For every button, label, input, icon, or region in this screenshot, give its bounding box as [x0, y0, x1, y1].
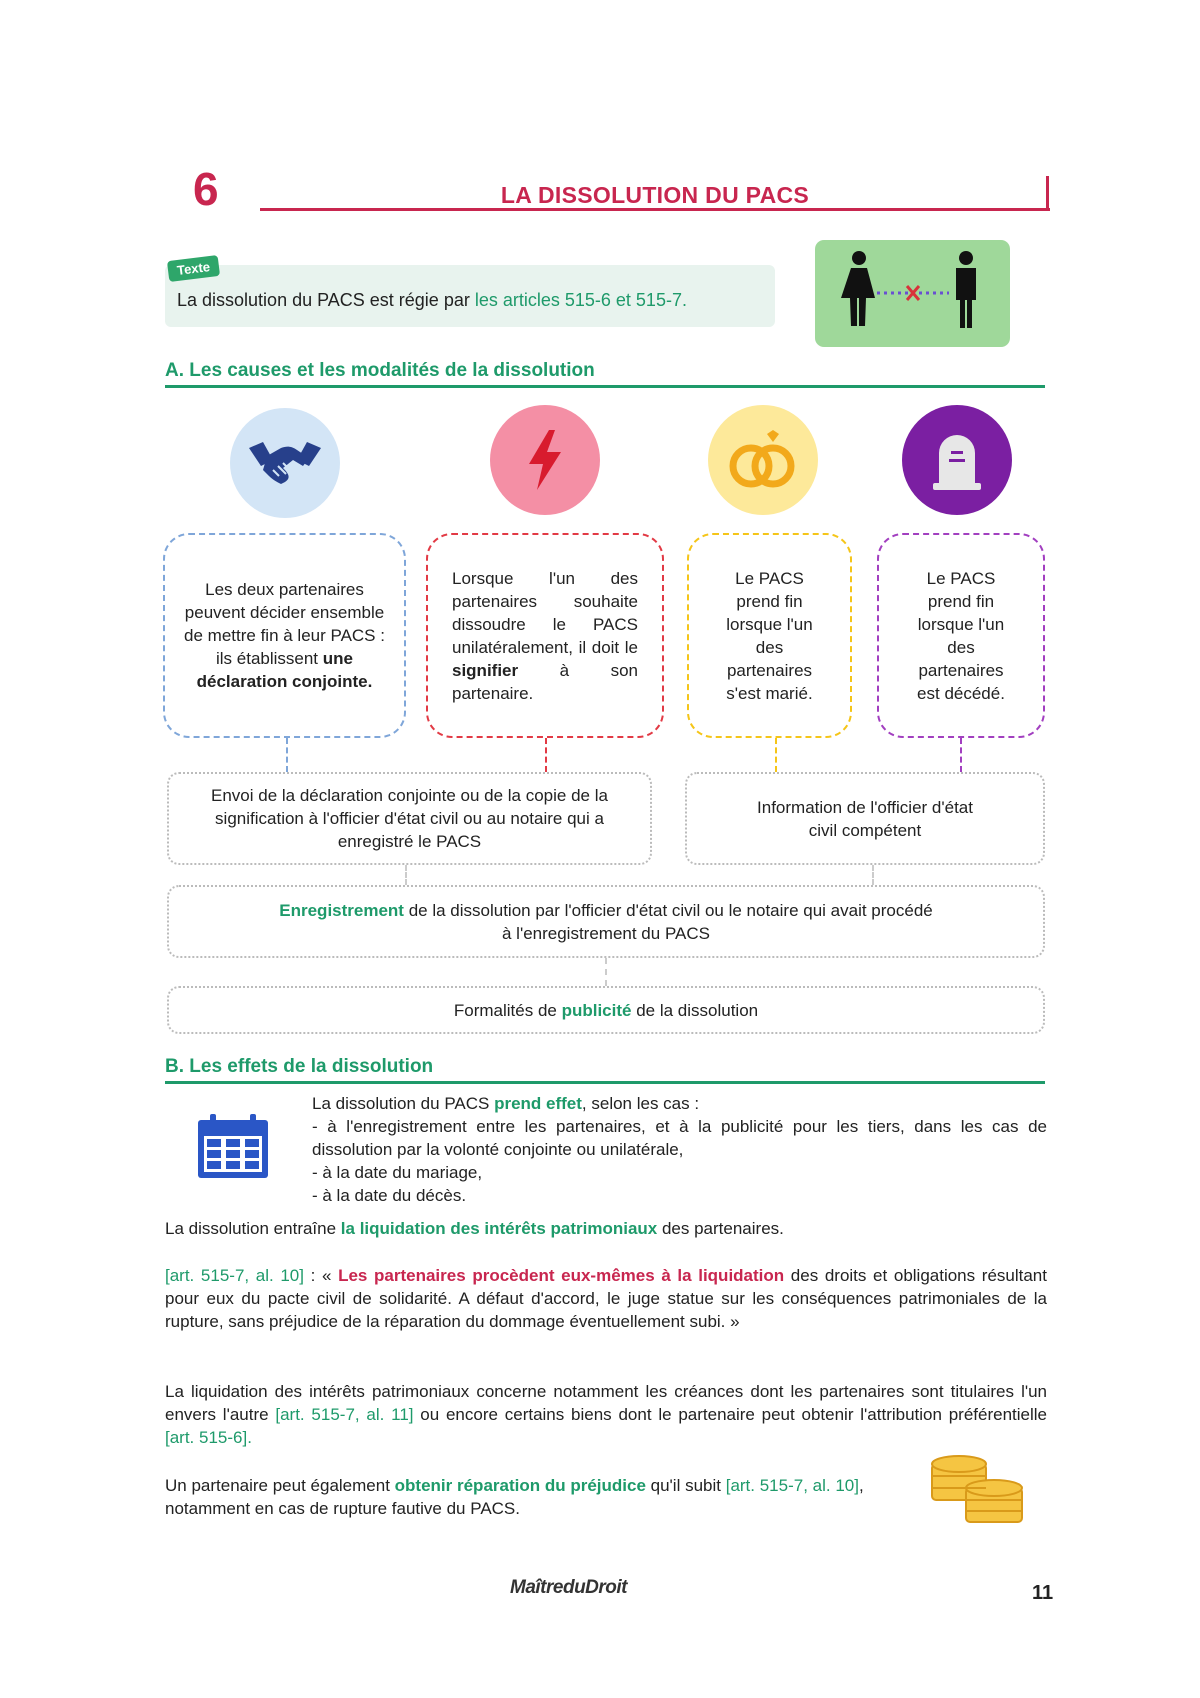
- enregistrement-rest: de la dissolution par l'officier d'état civil ou le notaire qui avait procédé à l'enregistrement du PACS: [403, 900, 933, 943]
- flow-envoi-text: Envoi de la déclaration conjointe ou de la copie de la signification à l'officier d'état civil ou au notaire qui a enregistré le PACS: [211, 786, 608, 851]
- connector-line: [405, 865, 407, 885]
- quote-article-link[interactable]: [art. 515-7, al. 10]: [165, 1266, 304, 1285]
- separated-couple-icon: [815, 240, 1010, 347]
- reparation-paragraph: [165, 1474, 865, 1520]
- formalites-end: de la dissolution: [631, 1000, 759, 1020]
- calendar-icon: [196, 1112, 270, 1180]
- flow-information-text: Information de l'officier d'état civil compétent: [757, 797, 973, 840]
- cause-unilateral-end: à son partenaire.: [452, 660, 638, 703]
- effet-intro: [312, 1092, 1047, 1115]
- cause-mutual-start: Les deux partenaires peuvent décider ensemble de mettre fin à leur PACS : ils établissent: [184, 580, 385, 668]
- cause-unilateral-bold: signifier: [452, 660, 519, 680]
- quote-open: : «: [304, 1266, 339, 1285]
- tombstone-icon: [929, 427, 985, 493]
- connector-line: [545, 738, 547, 772]
- effet-item: - à la date du décès.: [312, 1186, 467, 1205]
- connector-line: [960, 738, 962, 772]
- cause-mutual-text: [175, 578, 394, 693]
- chapter-title: LA DISSOLUTION DU PACS: [500, 182, 810, 208]
- cause-mutual-bold: une déclaration conjointe.: [196, 649, 373, 691]
- articles-link[interactable]: les articles 515-6 et 515-7.: [474, 290, 687, 310]
- legal-text-start: La dissolution du PACS est régie par: [177, 290, 475, 310]
- cause-unilateral-text: [452, 567, 638, 705]
- reparation-bold: obtenir réparation du préjudice: [394, 1476, 646, 1495]
- calendar-illustration: [196, 1112, 270, 1185]
- lightning-icon: [525, 428, 565, 492]
- flow-enregistrement-box: [167, 885, 1045, 958]
- coins-icon: [928, 1450, 1028, 1528]
- handshake-icon: [247, 438, 323, 488]
- legal-text-sentence: [177, 290, 687, 311]
- cause-unilateral: [426, 533, 664, 738]
- connector-line: [775, 738, 777, 772]
- connector-line: [872, 865, 874, 885]
- coins-illustration: [928, 1450, 1028, 1533]
- quote-bold: Les partenaires procèdent eux-mêmes à la liquidation: [338, 1266, 785, 1285]
- cause-mutual-agreement: [163, 533, 406, 738]
- quote-rest: des droits et obligations résultant pour eux du pacte civil de solidarité. A défaut d'accord, le juge statue sur les conséquences patrimoniales de la rupture, sans préjudice de la réparation du dommage éventuellement subi. »: [165, 1266, 1047, 1331]
- section-a-rule: [165, 385, 1045, 388]
- reparation-text-2: qu'il subit: [645, 1476, 726, 1495]
- effet-intro-bold: prend effet: [494, 1094, 582, 1113]
- brand-logo: MaîtreduDroit: [510, 1577, 627, 1598]
- connector-line: [605, 958, 607, 986]
- cause-marriage-text: Le PACS prend fin lorsque l'un des partenaires s'est marié.: [726, 568, 813, 703]
- quote-paragraph: [165, 1264, 1047, 1333]
- flow-enregistrement-text: [279, 899, 933, 945]
- effet-intro-end: , selon les cas :: [581, 1094, 700, 1113]
- flow-envoi-box: [167, 772, 652, 865]
- cause-marriage: [687, 533, 852, 738]
- separated-couple-illustration: [815, 240, 1010, 347]
- cause-death-text: Le PACS prend fin lorsque l'un des partenaires est décédé.: [917, 568, 1005, 703]
- tombstone-circle: [902, 405, 1012, 515]
- creances-paragraph: [165, 1380, 1047, 1449]
- formalites-bold: publicité: [561, 1000, 632, 1020]
- creances-article-link-1[interactable]: [art. 515-7, al. 11]: [275, 1405, 414, 1424]
- creances-article-link-2[interactable]: [art. 515-6].: [165, 1428, 252, 1447]
- rings-circle: [708, 405, 818, 515]
- flow-information-box: [685, 772, 1045, 865]
- rings-icon: [723, 428, 803, 492]
- handshake-circle: [230, 408, 340, 518]
- reparation-text-3: , notamment en cas de rupture fautive du PACS.: [165, 1476, 864, 1518]
- texte-badge: Texte: [167, 255, 220, 282]
- liquidation-end: des partenaires.: [657, 1219, 784, 1238]
- section-b-rule: [165, 1081, 1045, 1084]
- creances-text-1: La liquidation des intérêts patrimoniaux concerne notamment les créances dont les partenaires sont titulaires l'un envers l'autre: [165, 1382, 1047, 1424]
- lightning-circle: [490, 405, 600, 515]
- effet-item: - à la date du mariage,: [312, 1163, 483, 1182]
- connector-line: [286, 738, 288, 772]
- formalites-start: Formalités de: [453, 1000, 562, 1020]
- creances-text-2: ou encore certains biens dont le partenaire peut obtenir l'attribution préférentielle: [413, 1405, 1048, 1424]
- reparation-article-link[interactable]: [art. 515-7, al. 10]: [725, 1476, 859, 1495]
- liquidation-start: La dissolution entraîne: [165, 1219, 341, 1238]
- effet-block: [312, 1092, 1047, 1207]
- page-number: 11: [1032, 1582, 1054, 1604]
- section-a-heading: A. Les causes et les modalités de la dissolution: [165, 360, 595, 381]
- chapter-number: 6: [193, 163, 219, 215]
- flow-formalites-box: [167, 986, 1045, 1034]
- liquidation-bold: la liquidation des intérêts patrimoniaux: [340, 1219, 658, 1238]
- liquidation-paragraph: [165, 1217, 1047, 1240]
- cause-death: [877, 533, 1045, 738]
- effet-item: - à l'enregistrement entre les partenaires, et à la publicité pour les tiers, dans les cas de dissolution par la volonté conjointe ou unilatérale,: [312, 1117, 1047, 1159]
- flow-formalites-text: [454, 999, 758, 1022]
- reparation-text-1: Un partenaire peut également: [165, 1476, 395, 1495]
- effet-intro-start: La dissolution du PACS: [312, 1094, 495, 1113]
- enregistrement-bold: Enregistrement: [279, 900, 404, 920]
- section-b-heading: B. Les effets de la dissolution: [165, 1056, 434, 1077]
- cause-unilateral-start: Lorsque l'un des partenaires souhaite dissoudre le PACS unilatéralement, il doit le: [452, 568, 638, 657]
